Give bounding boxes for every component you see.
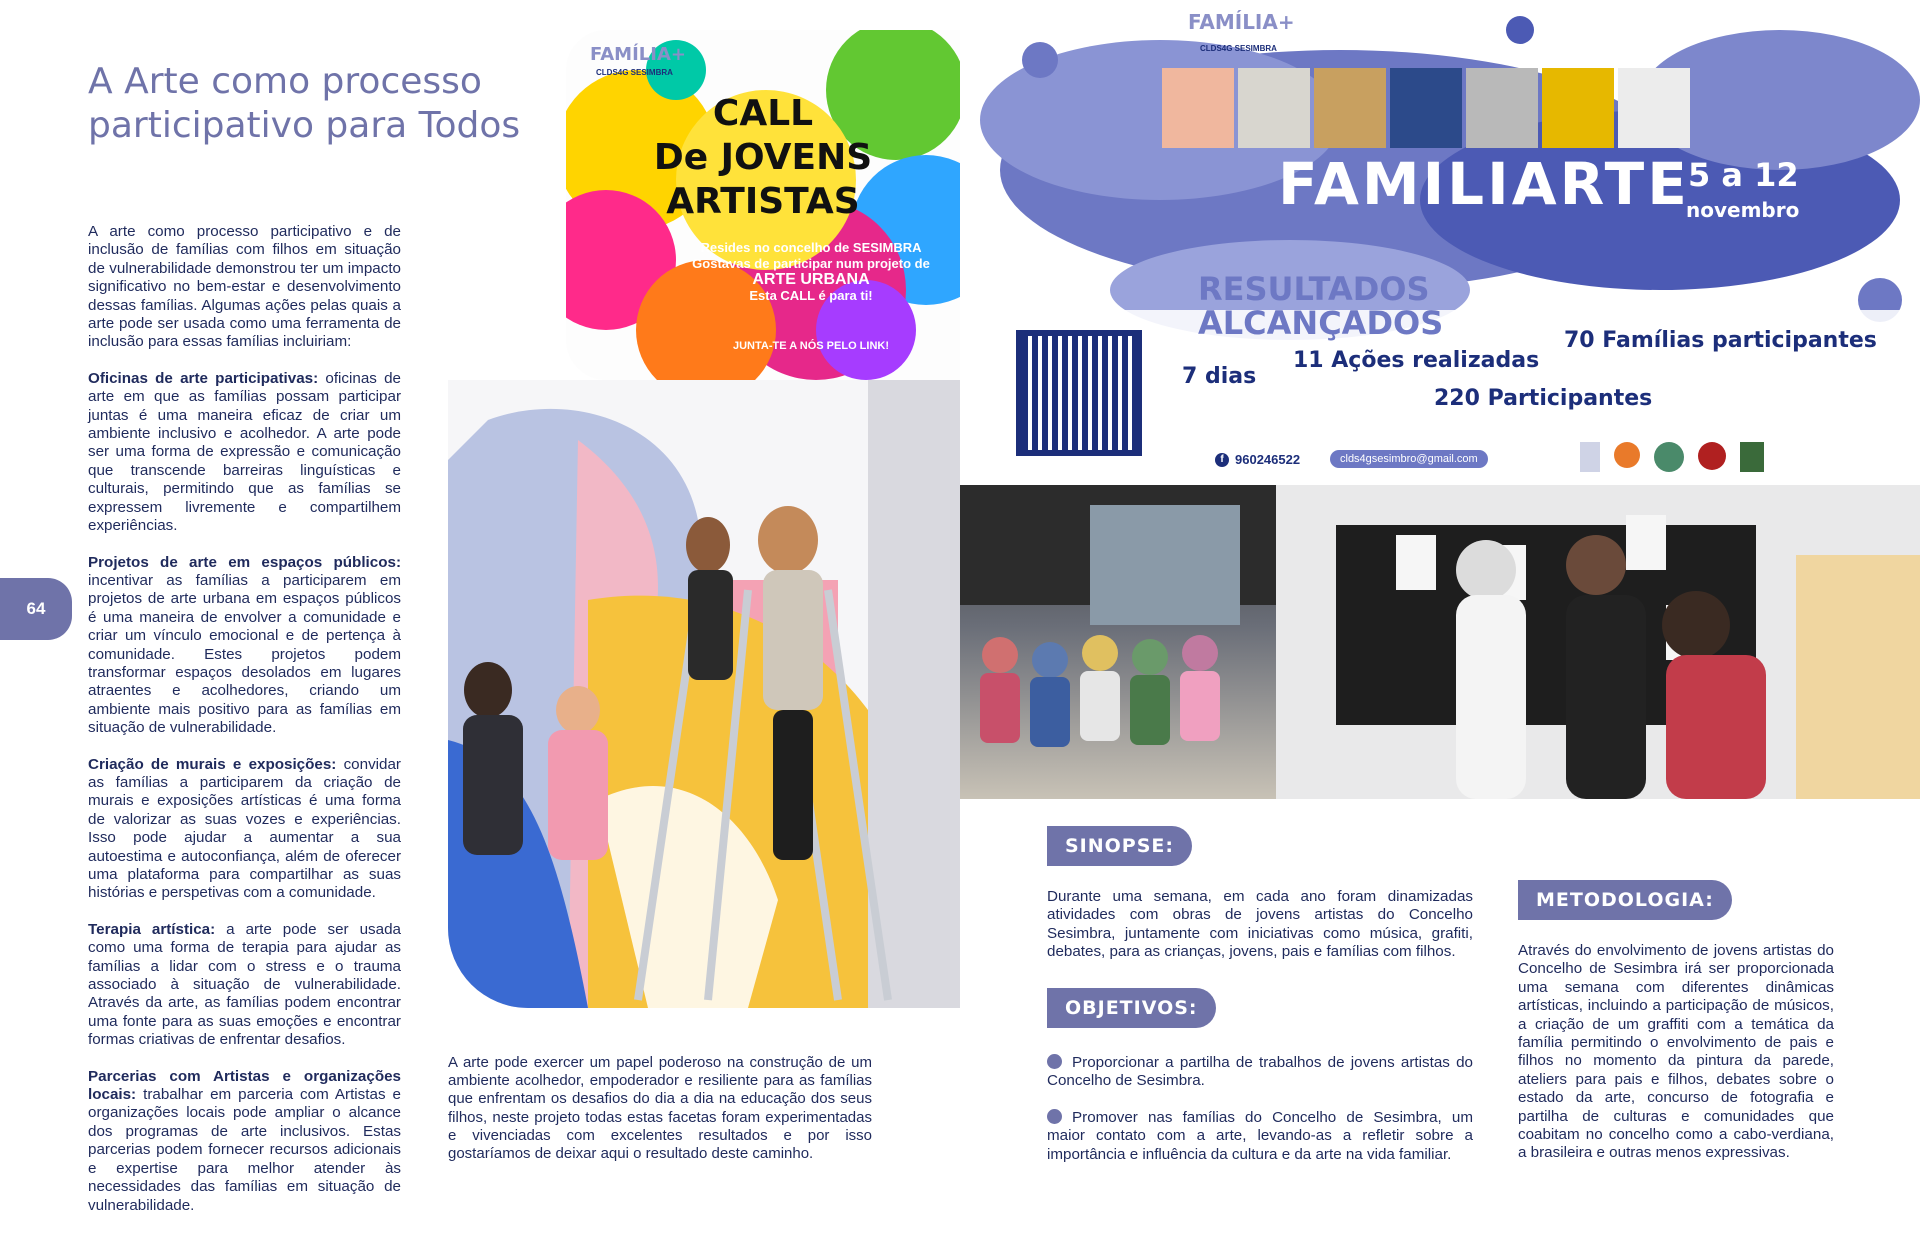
list-item: Terapia artística: a arte pode ser usada como uma forma de terapia para ajudar as famílias a lidar com o stress e o trauma associado à situação de vulnerabilidade. Através da arte, as famílias podem encontrar uma fonte para as suas emoções e encontrar formas criativas de enfrentar desafios. — [88, 920, 401, 1049]
familiarte-logo: FAMÍLIA+ — [1188, 10, 1295, 34]
objetivos-list — [1047, 1054, 1473, 1182]
title-line-2: participativo para Todos — [88, 105, 521, 146]
stat-days: 7 dias — [1182, 364, 1257, 389]
left-text-column — [88, 223, 401, 1233]
list-item: Criação de murais e exposições: convidar as famílias a participarem da criação de murais e exposições artísticas é uma forma de valorizar as suas vozes e experiências. Isso pode ajudar a aumentar a sua autoestima e autoconfiança, além de oferecer uma plataforma para compartilhar as suas histórias e perspetivas com a comunidade. — [88, 755, 401, 902]
qr-code[interactable] — [1016, 330, 1142, 456]
list-item: Promover nas famílias do Concelho de Sesimbra, um maior contato com a arte, levando-as a refletir sobre a importância e influência da cultura e da arte na vida familiar. — [1047, 1108, 1473, 1163]
call-poster — [566, 30, 960, 380]
results-heading: RESULTADOS ALCANÇADOS — [1198, 270, 1444, 342]
familiarte-month: novembro — [1686, 198, 1800, 222]
partner-logo — [1614, 442, 1640, 468]
artwork-thumbnail — [1390, 68, 1462, 148]
call-headline: CALL De JOVENS ARTISTAS — [653, 93, 873, 222]
stat-participants: 220 Participantes — [1434, 386, 1653, 411]
partner-logo — [1698, 442, 1726, 470]
bullet-icon — [1047, 1109, 1062, 1124]
middle-caption: A arte pode exercer um papel poderoso na construção de um ambiente acolhedor, empoderador e resiliente para as famílias que enfrentam os desafios do dia a dia na educação dos seus filhos, neste projeto todas estas facetas foram experimentadas e vivenciadas com excelentes resultados e por isso gostaríamos de deixar aqui o resultado deste caminho. — [448, 1054, 872, 1163]
sinopse-label: SINOPSE: — [1047, 826, 1192, 866]
artwork-thumbnail — [1162, 68, 1234, 148]
list-item: Proporcionar a partilha de trabalhos de jovens artistas do Concelho de Sesimbra. — [1047, 1054, 1473, 1090]
partner-logo — [1580, 442, 1600, 472]
sinopse-text: Durante uma semana, em cada ano foram dinamizadas atividades com obras de jovens artistas do Concelho Sesimbra, juntamente com iniciativas como música, grafiti, debates, para as crianças, jovens, pais e famílias com filhos. — [1047, 888, 1473, 961]
familiarte-dates: 5 a 12 — [1688, 156, 1799, 194]
facebook-icon: f — [1215, 453, 1229, 467]
call-logo-sub: CLDS4G SESIMBRA — [596, 68, 673, 77]
objetivos-label: OBJETIVOS: — [1047, 988, 1216, 1028]
teens-gallery-illustration — [1276, 485, 1920, 799]
artwork-thumbnail — [1618, 68, 1690, 148]
call-body: Resides no concelho de SESIMBRA Gostavas de participar num projeto de ARTE URBANA Esta CALL é para ti! — [692, 240, 930, 303]
children-visit-photo — [960, 485, 1276, 799]
page-number: 64 — [26, 599, 46, 618]
page-number-tab — [0, 578, 72, 640]
call-logo: FAMÍLIA+ — [590, 44, 686, 65]
list-item: Projetos de arte em espaços públicos: incentivar as famílias a participarem em projetos de arte urbana em espaços públicos é uma maneira de envolver a comunidade e criar um vínculo emocional e de pertença à comunidade. Estes projetos podem transformar espaços desolados em lugares atraentes e acolhedores, criando um ambiente mais positivo para as famílias em situação de vulnerabilidade. — [88, 553, 401, 737]
artwork-strip — [1162, 68, 1690, 148]
familiarte-title: FAMILIARTE — [1278, 150, 1690, 218]
mural-photo — [448, 380, 960, 1008]
list-item: Oficinas de arte participativas: oficinas de arte em que as famílias possam participar juntas é uma maneira eficaz de criar um ambiente inclusivo e acolhedor. A arte pode ser uma forma de expressão e comunicação que transcende barreiras linguísticas e culturais, permitindo que as famílias se expressem livremente e compartilhem experiências. — [88, 369, 401, 535]
contact-phone: f 960246522 — [1215, 452, 1300, 467]
partner-logo — [1740, 442, 1764, 472]
artwork-thumbnail — [1238, 68, 1310, 148]
children-silhouettes — [960, 485, 1276, 799]
stat-actions: 11 Ações realizadas — [1293, 348, 1540, 373]
teens-gallery-photo — [1276, 485, 1920, 799]
partner-logo — [1654, 442, 1684, 472]
list-item: Parcerias com Artistas e organizações locais: trabalhar em parceria com Artistas e organizações locais pode ampliar o alcance dos programas de arte inclusivos. Estas parcerias podem fornecer recursos adicionais e expertise para melhor atender às necessidades das famílias em situação de vulnerabilidade. — [88, 1067, 401, 1214]
contact-email[interactable]: clds4gsesimbro@gmail.com — [1330, 450, 1488, 468]
artwork-thumbnail — [1542, 68, 1614, 148]
title-line-1: A Arte como processo — [88, 61, 482, 102]
intro-paragraph: A arte como processo participativo e de inclusão de famílias com filhos em situação de vulnerabilidade demonstrou ter um impacto significativo no bem-estar e desenvolvimento dessas famílias. Algumas ações pelas quais a arte pode ser usada como uma ferramenta de inclusão para essas famílias incluiriam: — [88, 223, 401, 351]
artwork-thumbnail — [1466, 68, 1538, 148]
bullet-icon — [1047, 1054, 1062, 1069]
metodologia-text: Através do envolvimento de jovens artistas do Concelho de Sesimbra irá ser proporcionada uma semana com diferentes dinâmicas artísticas, incluindo a participação de músicos, a criação de um graffiti com a temática da família permitindo o envolvimento de pais e filhos no momento da pintura da parede, ateliers para pais e filhos, debates sobre o estado da arte, concurso de fotografia e partilha de culturas e comunidades que coabitam no concelho como a cabo-verdiana, a brasileira e outras menos expressivas. — [1518, 942, 1834, 1162]
stat-families: 70 Famílias participantes — [1564, 328, 1877, 353]
mural-illustration — [448, 380, 960, 1008]
familiarte-logo-sub: CLDS4G SESIMBRA — [1200, 44, 1277, 53]
artwork-thumbnail — [1314, 68, 1386, 148]
call-cta: JUNTA-TE A NÓS PELO LINK! — [732, 340, 890, 352]
page-title — [88, 60, 548, 148]
familiarte-poster — [960, 0, 1920, 480]
metodologia-label: METODOLOGIA: — [1518, 880, 1732, 920]
partner-logos — [1580, 442, 1764, 472]
